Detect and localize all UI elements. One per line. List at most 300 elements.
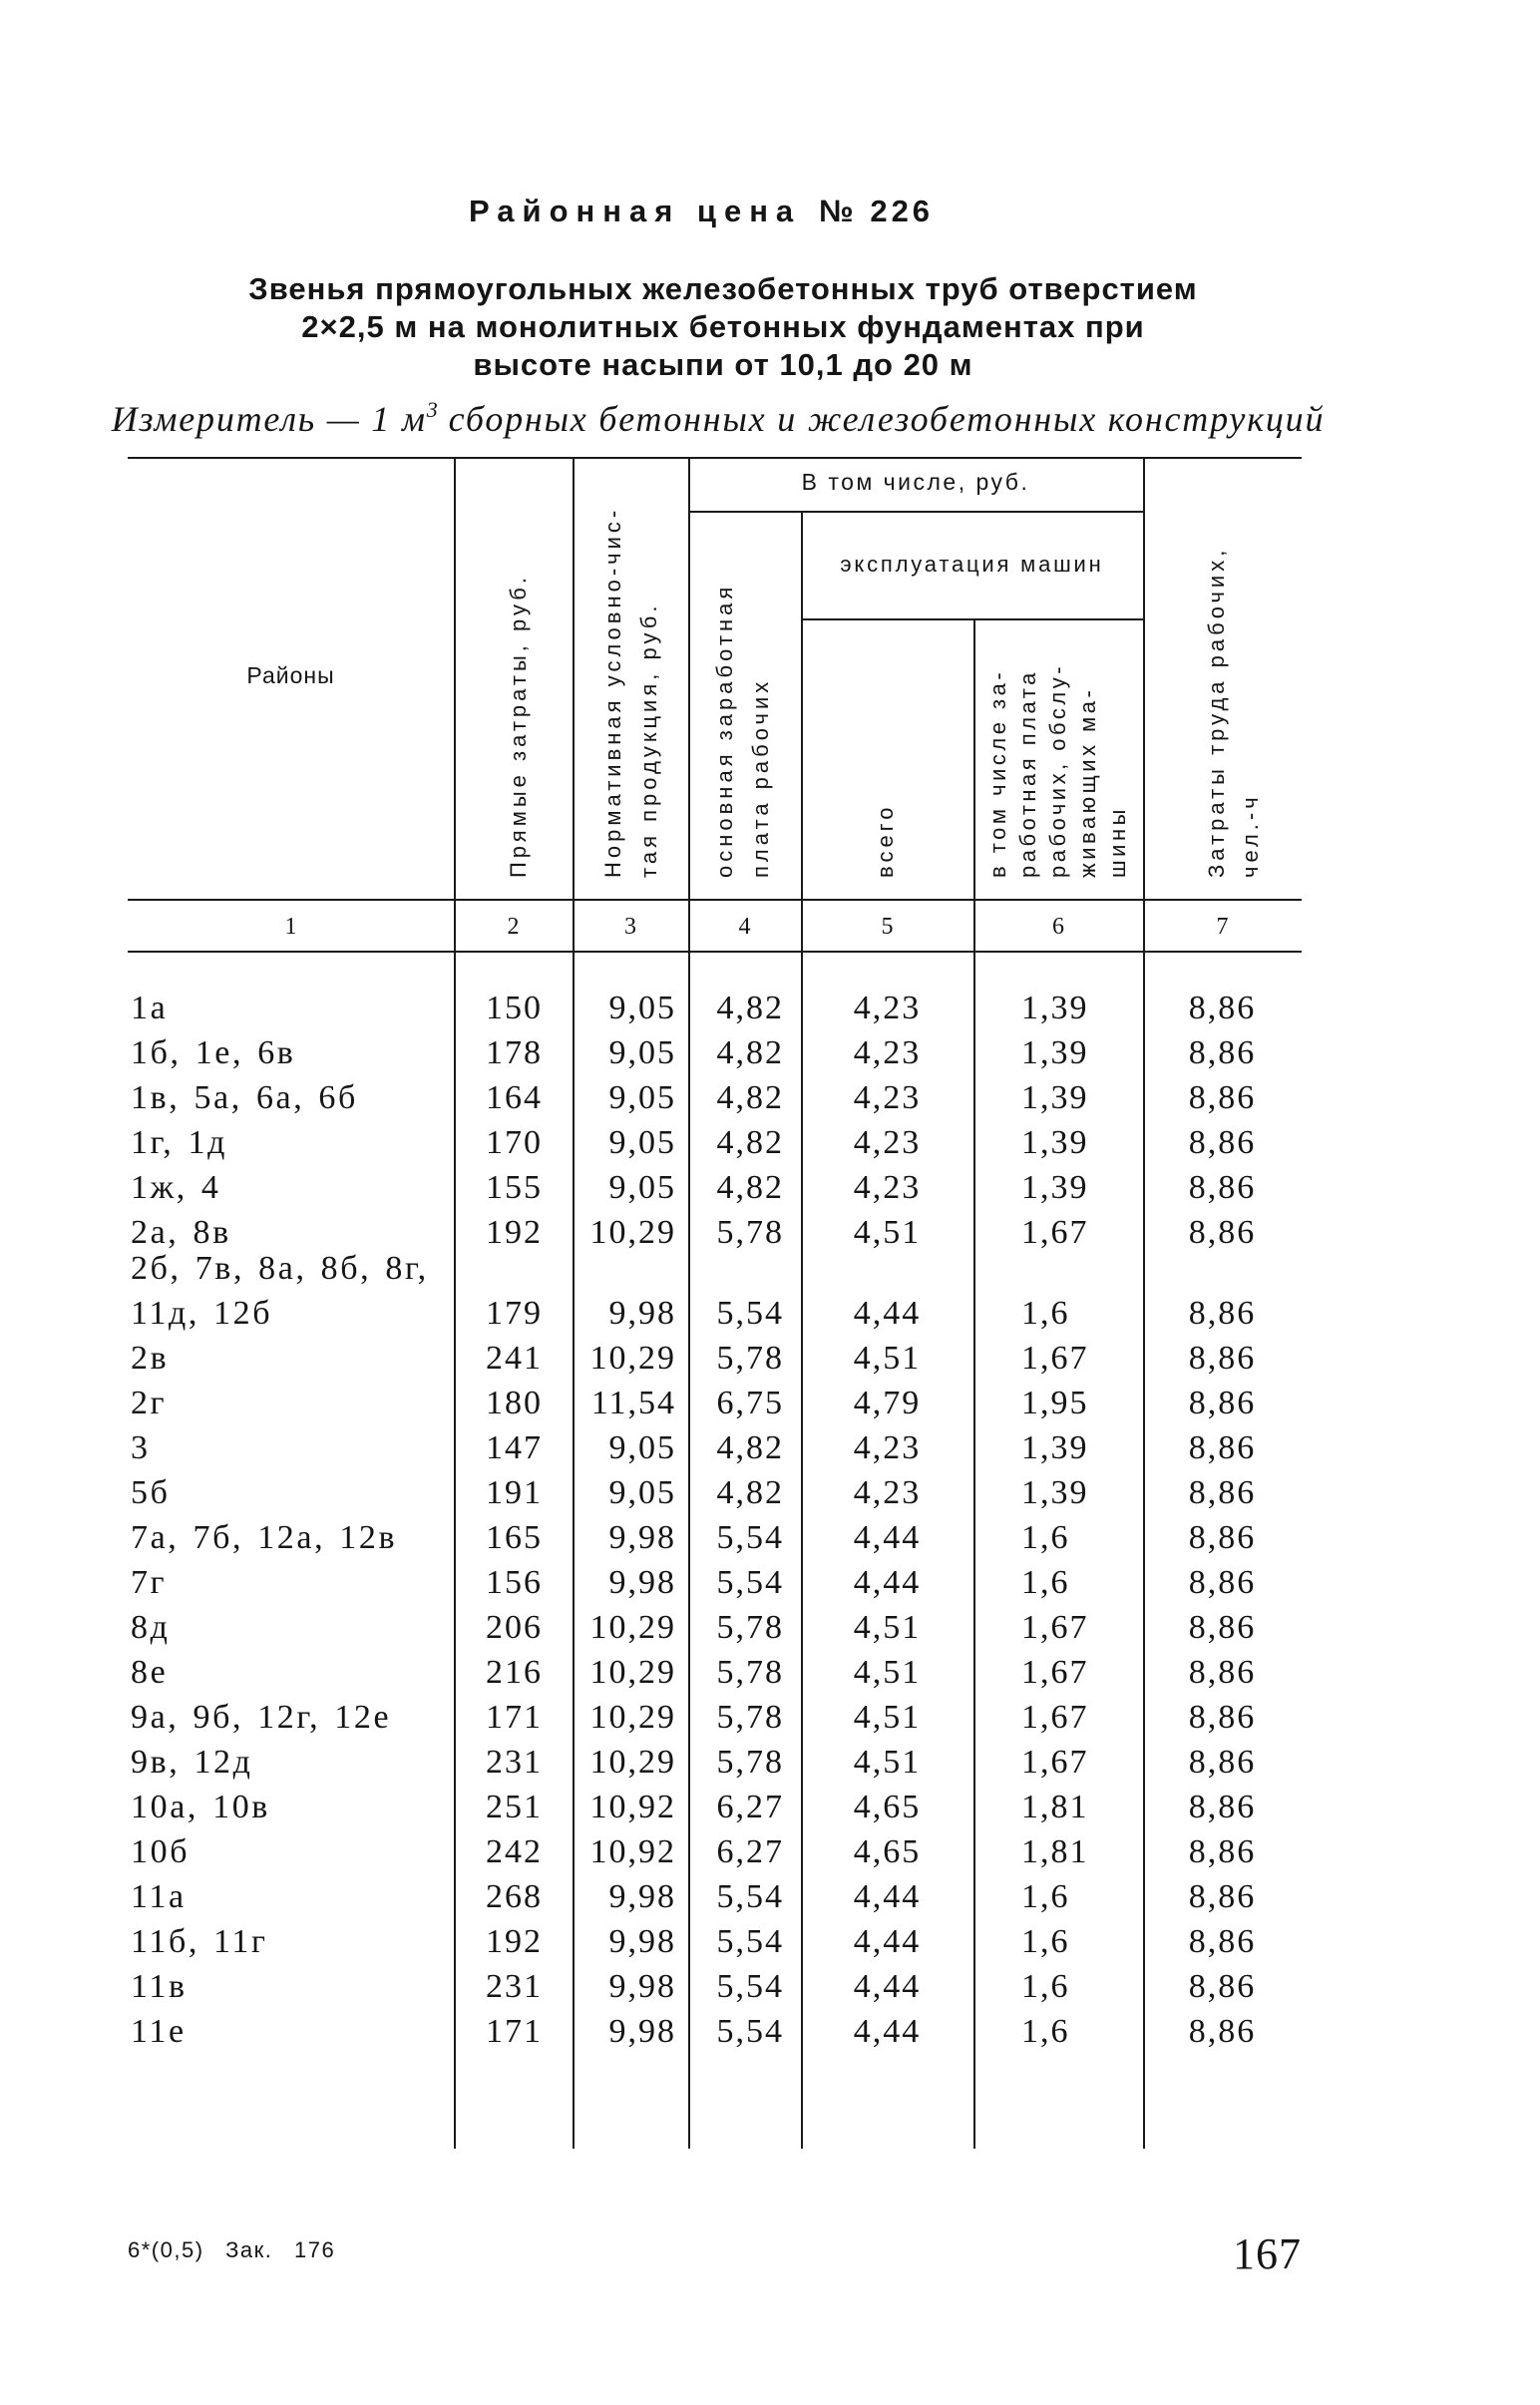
cell-labor	[1143, 1515, 1302, 1560]
cell-machine-wages	[973, 1785, 1143, 1829]
cell-value: 8,86	[1188, 990, 1257, 1026]
cell-normative-output	[573, 1829, 688, 1874]
cell-region	[131, 1165, 450, 1210]
cell-value: 1,81	[1021, 1789, 1089, 1825]
cell-base-wages	[688, 1605, 801, 1650]
cell-region	[131, 2009, 450, 2054]
cell-value: 1,67	[1021, 1214, 1089, 1251]
cell-value: 4,23	[853, 990, 922, 1026]
cell-machine-total	[801, 1874, 973, 1919]
cell-value: 4,51	[853, 1214, 922, 1251]
cell-value: 4,79	[853, 1385, 922, 1421]
cell-value: 4,82	[716, 1429, 784, 1466]
cell-value: 5,78	[716, 1340, 784, 1377]
cell-value: 1,39	[1021, 990, 1089, 1026]
cell-value: 9,05	[608, 990, 676, 1026]
cell-value: 5,78	[716, 1699, 784, 1736]
cell-base-wages	[688, 1336, 801, 1381]
cell-machine-total	[801, 1695, 973, 1740]
cell-value: 8,86	[1188, 1385, 1257, 1421]
cell-machine-wages	[973, 1650, 1143, 1695]
cell-labor	[1143, 1560, 1302, 1605]
page-number: 167	[1233, 2229, 1302, 2278]
cell-direct-costs	[454, 2009, 573, 2054]
region-line: 8д	[131, 1609, 171, 1646]
cell-region	[131, 1120, 450, 1165]
cell-direct-costs	[454, 1165, 573, 1210]
cell-machine-wages	[973, 986, 1143, 1030]
header-line: шины	[1105, 806, 1130, 878]
cell-machine-total	[801, 1255, 973, 1336]
cell-base-wages	[688, 986, 801, 1030]
measure-unit-line	[110, 397, 1327, 440]
cell-normative-output	[573, 1650, 688, 1695]
cell-direct-costs	[454, 1381, 573, 1425]
cell-machine-total	[801, 986, 973, 1030]
region-line: 1б, 1е, 6в	[131, 1034, 296, 1071]
cell-value: 4,23	[853, 1169, 922, 1206]
cell-labor	[1143, 1336, 1302, 1381]
cell-value: 9,98	[608, 1519, 676, 1556]
header-line: основная заработная	[712, 583, 737, 878]
cell-value: 5,54	[716, 2013, 784, 2050]
header-line: живающих ма-	[1075, 686, 1100, 878]
cell-value: 4,23	[853, 1079, 922, 1116]
cell-region	[131, 1075, 450, 1120]
cell-normative-output	[573, 1425, 688, 1470]
cell-labor	[1143, 986, 1302, 1030]
cell-machine-total	[801, 2009, 973, 2054]
including-group-rule	[688, 511, 1143, 513]
cell-value: 192	[486, 1923, 543, 1960]
cell-value: 1,39	[1021, 1124, 1089, 1161]
cell-value: 8,86	[1188, 1079, 1257, 1116]
cell-normative-output	[573, 1740, 688, 1785]
cell-machine-wages	[973, 1560, 1143, 1605]
cell-labor	[1143, 1964, 1302, 2009]
cell-value: 5,54	[716, 1923, 784, 1960]
table-row	[0, 1560, 1540, 1605]
header-normative-output	[595, 477, 667, 878]
cell-value: 8,86	[1188, 1699, 1257, 1736]
cell-value: 9,98	[608, 1564, 676, 1601]
cell-machine-wages	[973, 1919, 1143, 1964]
cell-value: 4,82	[716, 990, 784, 1026]
cell-machine-wages	[973, 1605, 1143, 1650]
table-row	[0, 1650, 1540, 1695]
cell-value: 5,54	[716, 1519, 784, 1556]
cell-value: 1,95	[1021, 1385, 1089, 1421]
cell-value: 6,27	[716, 1789, 784, 1825]
cell-machine-total	[801, 1785, 973, 1829]
cell-value: 4,82	[716, 1079, 784, 1116]
cell-value: 4,51	[853, 1654, 922, 1691]
cell-value: 4,44	[853, 1968, 922, 2005]
region-line: 3	[131, 1429, 151, 1466]
cell-normative-output	[573, 1075, 688, 1120]
cell-value: 192	[486, 1214, 543, 1251]
cell-value: 9,98	[608, 1295, 676, 1332]
cell-machine-wages	[973, 2009, 1143, 2054]
cell-machine-wages	[973, 1255, 1143, 1336]
cell-value: 10,29	[589, 1654, 676, 1691]
table-row	[0, 2009, 1540, 2054]
cell-region	[131, 1515, 450, 1560]
table-row	[0, 1165, 1540, 1210]
cell-value: 164	[486, 1079, 543, 1116]
cell-value: 268	[486, 1878, 543, 1915]
cell-base-wages	[688, 1560, 801, 1605]
cell-direct-costs	[454, 1075, 573, 1120]
cell-direct-costs	[454, 1210, 573, 1255]
machine-operation-group-rule	[801, 618, 1143, 620]
region-line: 2а, 8в	[131, 1214, 231, 1251]
cell-direct-costs	[454, 986, 573, 1030]
cell-value: 165	[486, 1519, 543, 1556]
cell-labor	[1143, 1829, 1302, 1874]
cell-base-wages	[688, 1919, 801, 1964]
column-numbers-rule	[128, 951, 1302, 953]
column-number: 3	[624, 914, 636, 940]
cell-machine-wages	[973, 1515, 1143, 1560]
region-line: 1а	[131, 990, 169, 1026]
cell-value: 4,23	[853, 1429, 922, 1466]
cell-labor	[1143, 1120, 1302, 1165]
cell-value: 5,78	[716, 1744, 784, 1781]
cell-value: 9,05	[608, 1169, 676, 1206]
cell-value: 4,51	[853, 1744, 922, 1781]
cell-machine-total	[801, 1829, 973, 1874]
cell-value: 8,86	[1188, 1654, 1257, 1691]
cell-value: 5,54	[716, 1968, 784, 2005]
cell-value: 8,86	[1188, 1429, 1257, 1466]
cell-normative-output	[573, 1255, 688, 1336]
cell-direct-costs	[454, 1829, 573, 1874]
cell-direct-costs	[454, 1030, 573, 1075]
region-line: 5б	[131, 1474, 171, 1511]
cell-value: 1,39	[1021, 1034, 1089, 1071]
cell-value: 241	[486, 1340, 543, 1377]
cell-value: 171	[486, 1699, 543, 1736]
cell-value: 8,86	[1188, 1169, 1257, 1206]
cell-direct-costs	[454, 1874, 573, 1919]
cell-region	[131, 1381, 450, 1425]
cell-region	[131, 1250, 450, 1336]
cell-region	[131, 986, 450, 1030]
cell-value: 10,29	[589, 1609, 676, 1646]
cell-value: 4,82	[716, 1124, 784, 1161]
header-direct-costs	[504, 519, 534, 878]
cell-normative-output	[573, 1874, 688, 1919]
cell-value: 10,29	[589, 1699, 676, 1736]
cell-labor	[1143, 1785, 1302, 1829]
region-line: 8е	[131, 1654, 169, 1691]
cell-normative-output	[573, 1964, 688, 2009]
region-line: 11а	[131, 1878, 187, 1915]
cell-value: 170	[486, 1124, 543, 1161]
cell-value: 4,51	[853, 1609, 922, 1646]
table-row	[0, 1075, 1540, 1120]
cell-labor	[1143, 1210, 1302, 1255]
cell-labor	[1143, 1874, 1302, 1919]
cell-machine-total	[801, 1030, 973, 1075]
cell-value: 9,05	[608, 1429, 676, 1466]
table-row	[0, 1740, 1540, 1785]
cell-value: 1,6	[1021, 1878, 1070, 1915]
header-machine-total	[871, 758, 901, 878]
cell-direct-costs	[454, 1605, 573, 1650]
cell-labor	[1143, 1255, 1302, 1336]
table-row	[0, 1785, 1540, 1829]
cell-base-wages	[688, 1210, 801, 1255]
cell-machine-total	[801, 1515, 973, 1560]
cell-region	[131, 1470, 450, 1515]
cell-value: 1,6	[1021, 1923, 1070, 1960]
cell-machine-wages	[973, 1075, 1143, 1120]
cell-value: 9,05	[608, 1079, 676, 1116]
cell-value: 10,29	[589, 1744, 676, 1781]
cell-value: 10,92	[589, 1833, 676, 1870]
cell-direct-costs	[454, 1785, 573, 1829]
cell-direct-costs	[454, 1255, 573, 1336]
cell-normative-output	[573, 986, 688, 1030]
table-row	[0, 1250, 1540, 1336]
cell-value: 10,92	[589, 1789, 676, 1825]
cell-value: 251	[486, 1789, 543, 1825]
cell-value: 4,65	[853, 1789, 922, 1825]
cell-region	[131, 1425, 450, 1470]
cell-value: 1,6	[1021, 1295, 1070, 1332]
cell-value: 179	[486, 1295, 543, 1332]
cell-value: 8,86	[1188, 1564, 1257, 1601]
cell-normative-output	[573, 1695, 688, 1740]
cell-base-wages	[688, 1381, 801, 1425]
cell-machine-total	[801, 1425, 973, 1470]
region-line: 11е	[131, 2013, 187, 2050]
cell-value: 8,86	[1188, 1519, 1257, 1556]
cell-value: 231	[486, 1968, 543, 2005]
cell-value: 8,86	[1188, 1124, 1257, 1161]
cell-machine-total	[801, 1919, 973, 1964]
header-line: рабочих, обслу-	[1045, 662, 1070, 878]
cell-base-wages	[688, 1695, 801, 1740]
cell-value: 242	[486, 1833, 543, 1870]
cell-value: 11,54	[590, 1385, 676, 1421]
header-line: всего	[873, 803, 898, 878]
cell-labor	[1143, 1695, 1302, 1740]
cell-region	[131, 1829, 450, 1874]
column-number: 4	[738, 914, 751, 940]
cell-value: 9,05	[608, 1124, 676, 1161]
cell-machine-total	[801, 1560, 973, 1605]
cell-value: 9,05	[608, 1474, 676, 1511]
cell-base-wages	[688, 1255, 801, 1336]
cell-value: 1,81	[1021, 1833, 1089, 1870]
header-labor	[1200, 514, 1268, 878]
cell-value: 8,86	[1188, 1295, 1257, 1332]
cell-region	[131, 1740, 450, 1785]
cell-machine-total	[801, 1210, 973, 1255]
cell-value: 8,86	[1188, 1034, 1257, 1071]
cell-value: 4,44	[853, 2013, 922, 2050]
cell-region	[131, 1919, 450, 1964]
cell-value: 8,86	[1188, 1968, 1257, 2005]
cell-region	[131, 1785, 450, 1829]
cell-value: 6,75	[716, 1385, 784, 1421]
cell-base-wages	[688, 2009, 801, 2054]
cell-value: 1,6	[1021, 1564, 1070, 1601]
cell-value: 8,86	[1188, 1474, 1257, 1511]
cell-base-wages	[688, 1470, 801, 1515]
cell-machine-wages	[973, 1964, 1143, 2009]
cell-labor	[1143, 1470, 1302, 1515]
cell-value: 6,27	[716, 1833, 784, 1870]
header-including: В том числе, руб.	[801, 469, 1030, 495]
cell-base-wages	[688, 1425, 801, 1470]
cell-direct-costs	[454, 1336, 573, 1381]
cell-machine-wages	[973, 1829, 1143, 1874]
cell-machine-total	[801, 1470, 973, 1515]
header-line: в том числе за-	[985, 668, 1010, 878]
table-row	[0, 1120, 1540, 1165]
cell-value: 4,44	[853, 1519, 922, 1556]
table-row	[0, 1829, 1540, 1874]
cell-base-wages	[688, 1120, 801, 1165]
column-number: 2	[507, 914, 520, 940]
cell-value: 1,6	[1021, 1968, 1070, 2005]
cell-value: 4,82	[716, 1169, 784, 1206]
cell-normative-output	[573, 1120, 688, 1165]
column-number: 5	[881, 914, 894, 940]
cell-machine-total	[801, 1964, 973, 2009]
cell-machine-total	[801, 1740, 973, 1785]
cell-labor	[1143, 1165, 1302, 1210]
cell-region	[131, 1964, 450, 2009]
cell-direct-costs	[454, 1515, 573, 1560]
title-words: Районная цена	[469, 194, 802, 228]
table-row	[0, 1030, 1540, 1075]
header-line: Нормативная условно-чис-	[600, 506, 625, 878]
cell-value: 9,98	[608, 1923, 676, 1960]
table-row	[0, 1425, 1540, 1470]
header-line: чел.-ч	[1238, 793, 1263, 878]
cell-base-wages	[688, 1075, 801, 1120]
title-number: № 226	[819, 194, 935, 228]
cell-value: 4,44	[853, 1564, 922, 1601]
cell-machine-wages	[973, 1030, 1143, 1075]
cell-value: 4,23	[853, 1034, 922, 1071]
cell-labor	[1143, 1740, 1302, 1785]
cell-normative-output	[573, 1030, 688, 1075]
cell-value: 9,98	[608, 1968, 676, 2005]
cell-normative-output	[573, 1470, 688, 1515]
cell-base-wages	[688, 1515, 801, 1560]
cell-machine-total	[801, 1381, 973, 1425]
cell-value: 4,44	[853, 1295, 922, 1332]
cell-base-wages	[688, 1785, 801, 1829]
cell-normative-output	[573, 1919, 688, 1964]
cell-machine-wages	[973, 1740, 1143, 1785]
cell-value: 155	[486, 1169, 543, 1206]
subtitle-line: высоте насыпи от 10,1 до 20 м	[473, 347, 973, 382]
cell-value: 8,86	[1188, 1923, 1257, 1960]
cell-value: 1,6	[1021, 1519, 1070, 1556]
subtitle-line: Звенья прямоугольных железобетонных труб отверстием	[248, 271, 1198, 306]
cell-value: 10,29	[589, 1340, 676, 1377]
table-row	[0, 1470, 1540, 1515]
table-row	[0, 1336, 1540, 1381]
cell-labor	[1143, 1605, 1302, 1650]
cell-direct-costs	[454, 1919, 573, 1964]
cell-value: 5,78	[716, 1214, 784, 1251]
cell-value: 1,39	[1021, 1429, 1089, 1466]
cell-machine-total	[801, 1605, 973, 1650]
cell-value: 5,78	[716, 1609, 784, 1646]
cell-value: 9,98	[608, 2013, 676, 2050]
cell-normative-output	[573, 1381, 688, 1425]
cell-value: 206	[486, 1609, 543, 1646]
cell-value: 1,39	[1021, 1079, 1089, 1116]
region-line: 7а, 7б, 12а, 12в	[131, 1519, 398, 1556]
cell-value: 8,86	[1188, 1789, 1257, 1825]
column-number: 1	[284, 914, 297, 940]
cell-normative-output	[573, 1605, 688, 1650]
cell-region	[131, 1605, 450, 1650]
cell-direct-costs	[454, 1560, 573, 1605]
cell-value: 1,67	[1021, 1609, 1089, 1646]
cell-region	[131, 1560, 450, 1605]
cell-base-wages	[688, 1740, 801, 1785]
cell-direct-costs	[454, 1470, 573, 1515]
cell-normative-output	[573, 2009, 688, 2054]
cell-value: 156	[486, 1564, 543, 1601]
cell-value: 8,86	[1188, 2013, 1257, 2050]
cell-value: 10,29	[589, 1214, 676, 1251]
region-line: 1г, 1д	[131, 1124, 228, 1161]
cell-direct-costs	[454, 1740, 573, 1785]
table-row	[0, 1964, 1540, 2009]
cell-normative-output	[573, 1785, 688, 1829]
cell-value: 8,86	[1188, 1833, 1257, 1870]
measure-superscript: 3	[426, 397, 438, 422]
cell-base-wages	[688, 1874, 801, 1919]
cell-value: 5,54	[716, 1295, 784, 1332]
table-row	[0, 1605, 1540, 1650]
header-line: тая продукция, руб.	[636, 601, 661, 878]
cell-machine-wages	[973, 1874, 1143, 1919]
header-line: Затраты труда рабочих,	[1204, 546, 1229, 878]
header-machine-operation: эксплуатация машин	[840, 552, 1104, 577]
table-row	[0, 1874, 1540, 1919]
region-line: 2в	[131, 1340, 170, 1377]
cell-value: 5,78	[716, 1654, 784, 1691]
cell-direct-costs	[454, 1695, 573, 1740]
table-row	[0, 1919, 1540, 1964]
header-bottom-rule	[128, 899, 1302, 901]
cell-machine-total	[801, 1075, 973, 1120]
cell-value: 9,05	[608, 1034, 676, 1071]
cell-direct-costs	[454, 1120, 573, 1165]
subtitle-line: 2×2,5 м на монолитных бетонных фундаментах при	[301, 309, 1145, 344]
measure-suffix: сборных бетонных и железобетонных конструкций	[437, 399, 1326, 439]
cell-value: 180	[486, 1385, 543, 1421]
cell-base-wages	[688, 1964, 801, 2009]
cell-labor	[1143, 1425, 1302, 1470]
cell-normative-output	[573, 1210, 688, 1255]
cell-normative-output	[573, 1560, 688, 1605]
cell-value: 1,39	[1021, 1169, 1089, 1206]
cell-value: 150	[486, 990, 543, 1026]
